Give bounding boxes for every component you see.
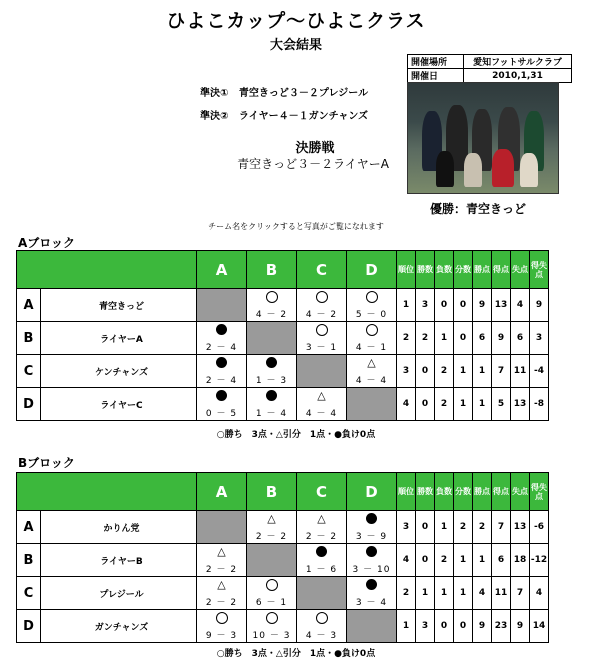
win-mark-icon [297,324,346,339]
team-name-link[interactable]: ライヤーC [41,388,197,421]
semifinal-1 [200,84,368,99]
stat-cell: 4 [397,388,416,421]
stat-cell: 0 [416,388,435,421]
draw-mark-icon: △ [317,389,326,402]
stat-cell: 1 [473,388,492,421]
block-a-title: Aブロック [18,236,76,250]
match-result-cell [297,610,347,643]
team-photo [407,82,559,194]
row-id: A [17,511,41,544]
stat-cell: 1 [435,511,454,544]
stat-header-goals-against: 失点 [511,251,530,289]
col-header-a: A [197,251,247,289]
info-value: 2010,1,31 [464,69,572,83]
self-match-cell [297,355,347,388]
stat-cell: 6 [511,322,530,355]
stat-cell: -4 [530,355,549,388]
loss-mark-icon [197,390,246,404]
team-name-link[interactable]: ケンチャンズ [41,355,197,388]
self-match-cell [297,577,347,610]
match-score: 10 － 3 [252,631,291,641]
stat-cell: 4 [473,577,492,610]
match-result-cell [297,322,347,355]
semifinal-label: 準決① [200,88,229,99]
stat-cell: 11 [511,355,530,388]
win-mark-icon [347,291,396,306]
match-score: 4 － 4 [355,376,388,386]
win-mark-icon [347,324,396,339]
stat-header-rank: 順位 [397,251,416,289]
stat-cell: 2 [473,511,492,544]
block-b-body [17,511,549,643]
loss-mark-icon [297,546,346,560]
stat-cell: 1 [473,544,492,577]
stat-cell: 2 [435,544,454,577]
col-header-d: D [347,473,397,511]
row-id: C [17,355,41,388]
event-info-table [407,54,572,83]
win-mark-icon [297,291,346,306]
col-header-b: B [247,473,297,511]
stat-cell: 13 [511,388,530,421]
header-blank [17,473,197,511]
stat-cell: 1 [416,577,435,610]
match-score: 1 － 3 [255,376,288,386]
block-b-table [16,472,549,643]
win-mark-icon [247,612,296,627]
stat-header-goal-diff: 得失点 [530,251,549,289]
row-id: C [17,577,41,610]
table-row [17,577,549,610]
stat-cell: 1 [454,544,473,577]
semifinal-result: ライヤー４－１ガンチャンズ [238,111,369,122]
row-id: A [17,289,41,322]
match-result-cell [297,388,347,421]
table-header-row [17,473,549,511]
final-heading: 決勝戦 [295,141,335,156]
info-value: 愛知フットサルクラブ [464,55,572,69]
stat-cell: 4 [397,544,416,577]
match-result-cell [197,355,247,388]
stat-cell: 0 [435,289,454,322]
table-row [17,610,549,643]
match-result-cell [247,577,297,610]
match-score: 9 － 3 [205,631,238,641]
stat-cell: 3 [397,511,416,544]
semifinal-label: 準決② [200,111,229,122]
stat-cell: 3 [397,355,416,388]
stat-cell: 6 [492,544,511,577]
col-header-b: B [247,251,297,289]
block-a-body [17,289,549,421]
stat-cell: 1 [454,388,473,421]
self-match-cell [347,388,397,421]
champion-label: 優勝：青空きっど [430,202,527,216]
stat-cell: 7 [511,577,530,610]
table-row [17,544,549,577]
stat-cell: 11 [492,577,511,610]
loss-mark-icon [197,324,246,338]
info-row-venue [408,55,572,69]
stat-cell: 9 [511,610,530,643]
match-result-cell [197,544,247,577]
match-score: 0 － 5 [205,409,238,419]
match-result-cell [347,577,397,610]
self-match-cell [247,544,297,577]
match-score: 4 － 2 [305,310,338,320]
self-match-cell [197,289,247,322]
match-result-cell [347,322,397,355]
stat-header-goals-against: 失点 [511,473,530,511]
self-match-cell [347,610,397,643]
match-result-cell [197,388,247,421]
match-score: 4 － 2 [255,310,288,320]
stat-header-goal-diff: 得失点 [530,473,549,511]
match-score: 2 － 2 [255,532,288,542]
match-score: 2 － 4 [205,343,238,353]
stat-header-wins: 勝数 [416,473,435,511]
table-header-row [17,251,549,289]
stat-cell: 0 [454,322,473,355]
stat-cell: 0 [416,511,435,544]
team-name-link[interactable]: 青空きっど [41,289,197,322]
header-blank [17,251,197,289]
stat-cell: 23 [492,610,511,643]
stat-cell: 1 [473,355,492,388]
block-b-legend: ○勝ち 3点・△引分 1点・●負け0点 [216,649,376,659]
loss-mark-icon [247,357,296,371]
win-mark-icon [247,579,296,594]
stat-cell: 2 [397,322,416,355]
stat-cell: 1 [397,610,416,643]
table-row [17,322,549,355]
stat-cell: 3 [416,289,435,322]
stat-cell: 6 [473,322,492,355]
stat-header-losses: 負数 [435,251,454,289]
stat-cell: 7 [492,511,511,544]
stat-cell: 2 [435,355,454,388]
stat-cell: 2 [397,577,416,610]
stat-cell: 13 [511,511,530,544]
team-name-link[interactable]: かりん党 [41,511,197,544]
loss-mark-icon [247,390,296,404]
match-result-cell [347,544,397,577]
row-id: B [17,322,41,355]
page-title: ひよこカップ〜ひよこクラス [166,10,426,32]
stat-cell: 2 [416,322,435,355]
loss-mark-icon [347,579,396,593]
stat-cell: 1 [435,322,454,355]
stat-header-points: 勝点 [473,251,492,289]
stat-header-losses: 負数 [435,473,454,511]
draw-mark-icon: △ [367,356,376,369]
draw-mark-icon: △ [267,512,276,525]
stat-cell: 9 [492,322,511,355]
match-result-cell [347,511,397,544]
stat-cell: 5 [492,388,511,421]
match-result-cell [197,610,247,643]
team-name-link[interactable]: ライヤーA [41,322,197,355]
row-id: D [17,388,41,421]
team-name-link[interactable]: ガンチャンズ [41,610,197,643]
col-header-d: D [347,251,397,289]
stat-cell: 13 [492,289,511,322]
stat-cell: 0 [416,355,435,388]
match-score: 4 － 4 [305,409,338,419]
match-score: 2 － 2 [205,598,238,608]
final-result: 青空きっど３－２ライヤーA [237,157,389,171]
match-score: 2 － 4 [205,376,238,386]
match-result-cell [297,511,347,544]
match-result-cell [347,355,397,388]
table-row [17,289,549,322]
stat-cell: 1 [454,577,473,610]
match-result-cell [247,388,297,421]
match-result-cell [247,289,297,322]
draw-mark-icon: △ [317,512,326,525]
team-name-link[interactable]: プレジール [41,577,197,610]
row-id: D [17,610,41,643]
match-score: 3 － 9 [355,532,388,542]
win-mark-icon [197,612,246,627]
loss-mark-icon [197,357,246,371]
match-score: 3 － 4 [355,598,388,608]
team-name-link[interactable]: ライヤーB [41,544,197,577]
stat-cell: 3 [416,610,435,643]
stat-cell: 7 [492,355,511,388]
stat-header-draws: 分数 [454,473,473,511]
stat-header-draws: 分数 [454,251,473,289]
stat-cell: 9 [473,610,492,643]
stat-cell: 0 [435,610,454,643]
stat-cell: 9 [530,289,549,322]
semifinal-result: 青空きっど３－２プレジール [238,88,369,99]
table-row [17,355,549,388]
col-header-a: A [197,473,247,511]
stat-cell: 3 [530,322,549,355]
stat-cell: 18 [511,544,530,577]
match-score: 6 － 1 [255,598,288,608]
draw-mark-icon: △ [217,545,226,558]
stat-cell: 14 [530,610,549,643]
match-result-cell [347,289,397,322]
photo-note: チーム名をクリックすると写真がご覧になれます [208,222,384,231]
self-match-cell [247,322,297,355]
match-score: 2 － 2 [205,565,238,575]
match-result-cell [247,610,297,643]
stat-header-rank: 順位 [397,473,416,511]
info-key: 開催日 [408,69,464,83]
stat-cell: -8 [530,388,549,421]
info-row-date [408,69,572,83]
match-result-cell [297,289,347,322]
match-score: 4 － 3 [305,631,338,641]
semifinal-2 [200,107,368,122]
stat-header-goals-for: 得点 [492,251,511,289]
match-score: 5 － 0 [355,310,388,320]
draw-mark-icon: △ [217,578,226,591]
stat-cell: 0 [454,610,473,643]
match-score: 1 － 4 [255,409,288,419]
match-score: 4 － 1 [355,343,388,353]
stat-cell: 2 [435,388,454,421]
row-id: B [17,544,41,577]
block-b-title: Bブロック [18,456,75,470]
match-score: 3 － 10 [352,565,391,575]
stat-cell: 1 [454,355,473,388]
match-result-cell [247,511,297,544]
win-mark-icon [297,612,346,627]
match-score: 3 － 1 [305,343,338,353]
self-match-cell [197,511,247,544]
stat-cell: -6 [530,511,549,544]
stat-cell: 1 [397,289,416,322]
stat-cell: 1 [435,577,454,610]
win-mark-icon [247,291,296,306]
match-result-cell [247,355,297,388]
page-subtitle: 大会結果 [269,38,322,53]
stat-cell: 9 [473,289,492,322]
info-key: 開催場所 [408,55,464,69]
col-header-c: C [297,473,347,511]
col-header-c: C [297,251,347,289]
match-score: 1 － 6 [305,565,338,575]
match-result-cell [197,322,247,355]
loss-mark-icon [347,513,396,527]
table-row [17,388,549,421]
table-row [17,511,549,544]
block-a-table [16,250,549,421]
loss-mark-icon [347,546,396,560]
match-result-cell [297,544,347,577]
stat-cell: 0 [416,544,435,577]
match-result-cell [197,577,247,610]
block-a-legend: ○勝ち 3点・△引分 1点・●負け0点 [216,430,376,440]
match-score: 2 － 2 [305,532,338,542]
stat-cell: 2 [454,511,473,544]
stat-header-points: 勝点 [473,473,492,511]
stat-cell: -12 [530,544,549,577]
stat-cell: 4 [530,577,549,610]
stat-cell: 4 [511,289,530,322]
stat-header-goals-for: 得点 [492,473,511,511]
stat-cell: 0 [454,289,473,322]
stat-header-wins: 勝数 [416,251,435,289]
